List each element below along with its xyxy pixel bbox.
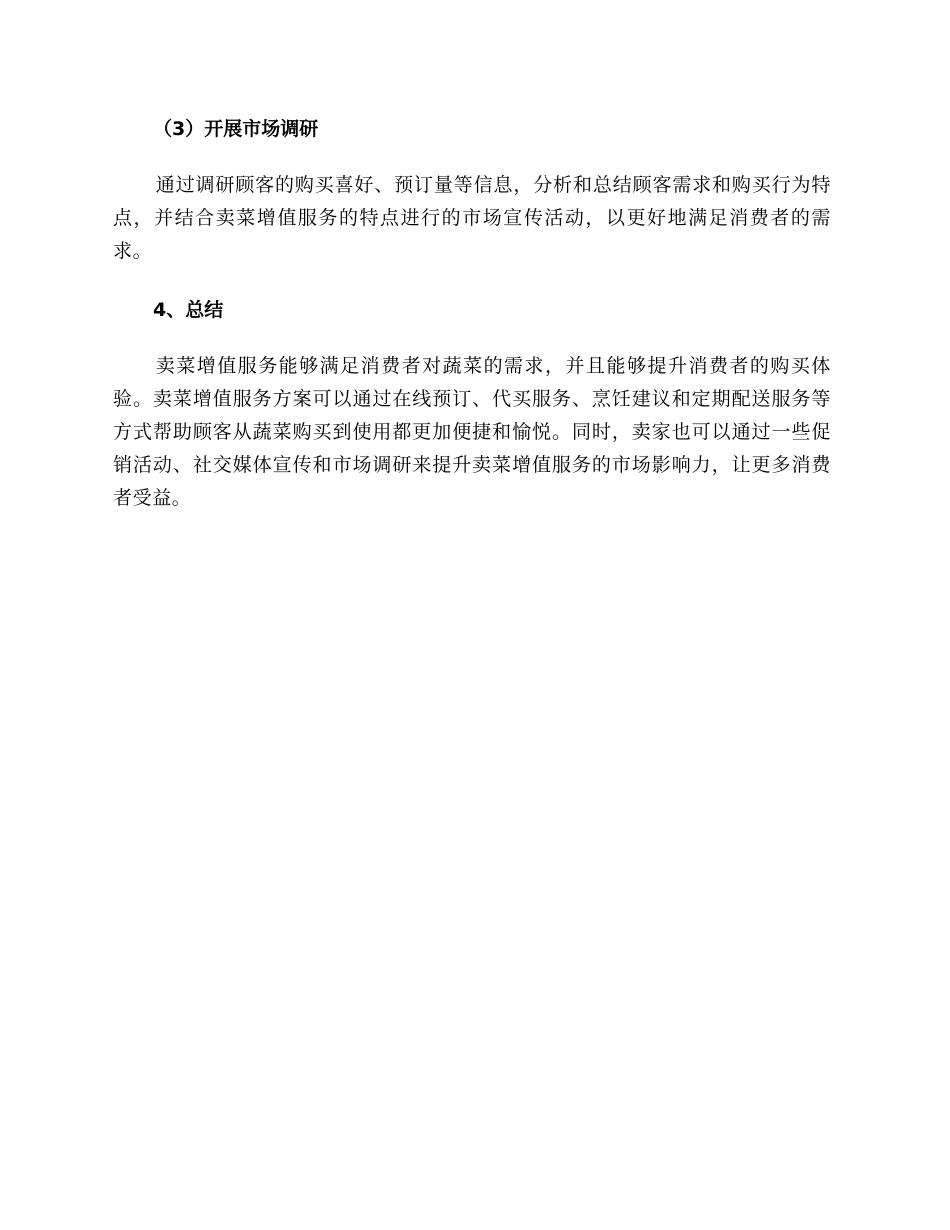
paragraph-summary: 卖菜增值服务能够满足消费者对蔬菜的需求，并且能够提升消费者的购买体验。卖菜增值服务方案可以通过在线预订、代买服务、烹饪建议和定期配送服务等方式帮助顾客从蔬菜购买到使用都更加便捷和愉悦。同时，卖家也可以通过一些促销活动、社交媒体宣传和市场调研来提升卖菜增值服务的市场影响力，让更多消费者受益。 [113, 355, 831, 509]
document-body [113, 112, 831, 515]
section-heading-summary: 4、总结 [153, 299, 224, 321]
section-heading-market-research: （3）开展市场调研 [153, 118, 319, 140]
paragraph-market-research: 通过调研顾客的购买喜好、预订量等信息，分析和总结顾客需求和购买行为特点，并结合卖菜增值服务的特点进行的市场宣传活动，以更好地满足消费者的需求。 [113, 174, 831, 262]
